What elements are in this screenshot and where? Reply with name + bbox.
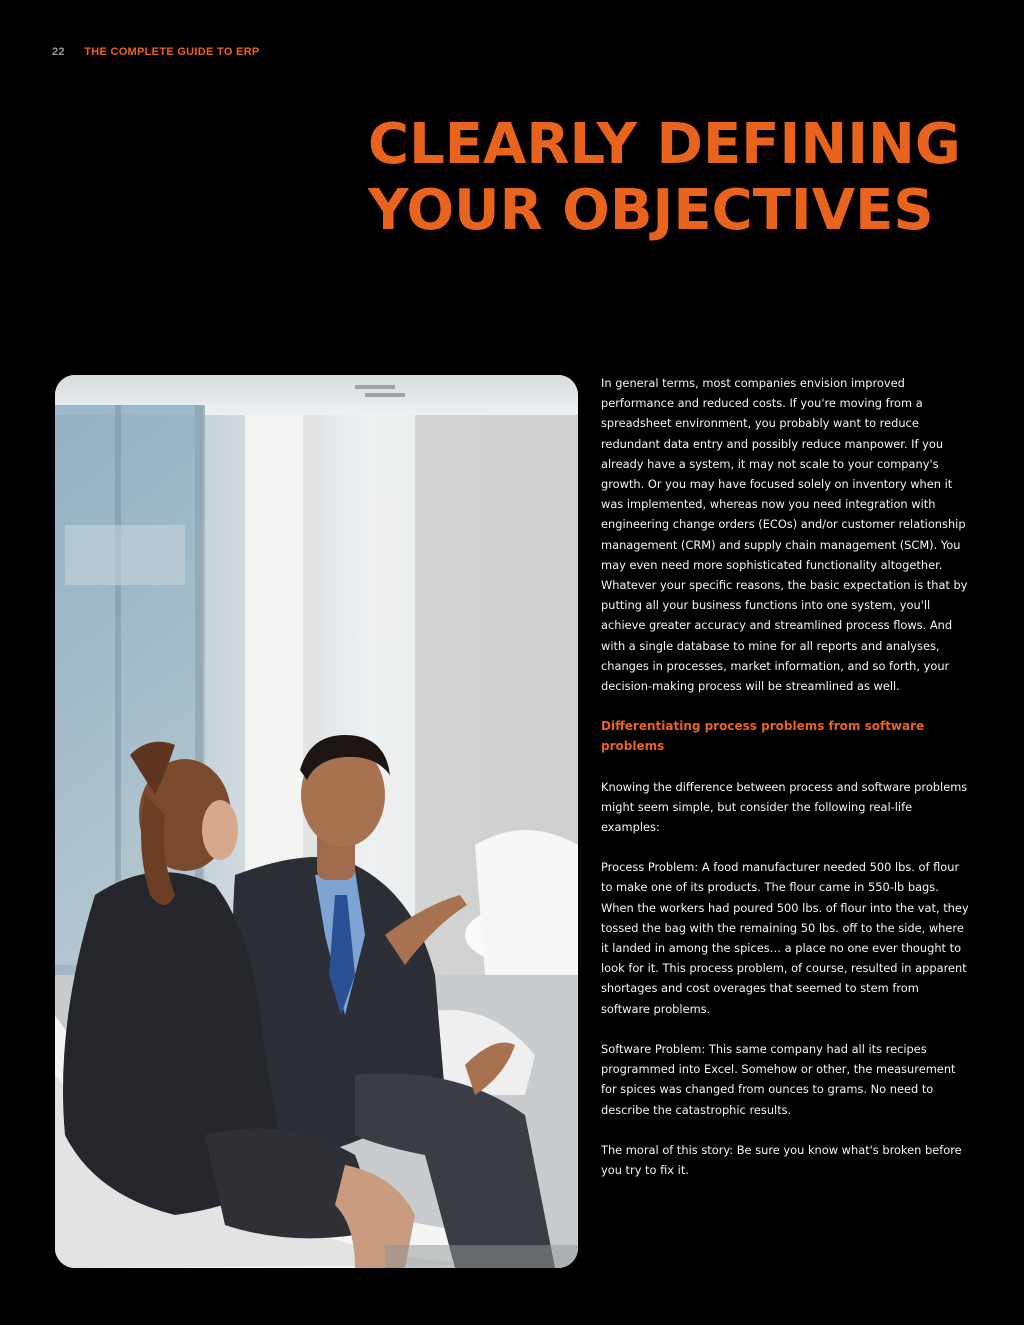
page-title xyxy=(368,112,961,244)
page-title-line-1: CLEARLY DEFINING xyxy=(368,112,961,177)
paragraph-examples-intro: Knowing the difference between process and software problems might seem simple, but consider the following real-life examples: xyxy=(601,779,968,835)
section-subheading: Differentiating process problems from software problems xyxy=(601,719,925,754)
paragraph-moral: The moral of this story: Be sure you know what's broken before you try to fix it. xyxy=(601,1142,962,1177)
page-number: 22 xyxy=(52,46,65,58)
paragraph-software-problem: Software Problem: This same company had all its recipes programmed into Excel. Somehow or other, the measurement for spices was changed from ounces to grams. No need to describe the catastrophic results. xyxy=(601,1041,956,1117)
guide-title: THE COMPLETE GUIDE TO ERP xyxy=(84,46,260,58)
business-meeting-photo xyxy=(55,375,578,1268)
body-text xyxy=(601,373,969,1200)
page-title-line-2: YOUR OBJECTIVES xyxy=(368,178,934,243)
paragraph-process-problem: Process Problem: A food manufacturer needed 500 lbs. of flour to make one of its products. The flour came in 550-lb bags. When the workers had poured 500 lbs. of flour into the vat, they tossed the bag with the remaining 50 lbs. off to the side, where it landed in among the spices… a place no one ever thought to look for it. This process problem, of course, resulted in apparent shortages and cost overages that seemed to stem from software problems. xyxy=(601,860,969,1016)
page-header xyxy=(52,46,260,58)
intro-paragraph: In general terms, most companies envision improved performance and reduced costs. If you're moving from a spreadsheet environment, you probably want to reduce redundant data entry and possibly reduce manpower. If you already have a system, it may not scale to your company's growth. Or you may have focused solely on inventory when it was implemented, whereas now you need integration with engineering change orders (ECOs) and/or customer relationship management (CRM) and supply chain management (SCM). You may even need more sophisticated functionality altogether. Whatever your specific reasons, the basic expectation is that by putting all your business functions into one system, you'll achieve greater accuracy and streamlined process flows. And with a single database to mine for all reports and analyses, changes in processes, market information, and so forth, your decision-making process will be streamlined as well. xyxy=(601,376,968,694)
photo-illustration xyxy=(55,375,578,1268)
